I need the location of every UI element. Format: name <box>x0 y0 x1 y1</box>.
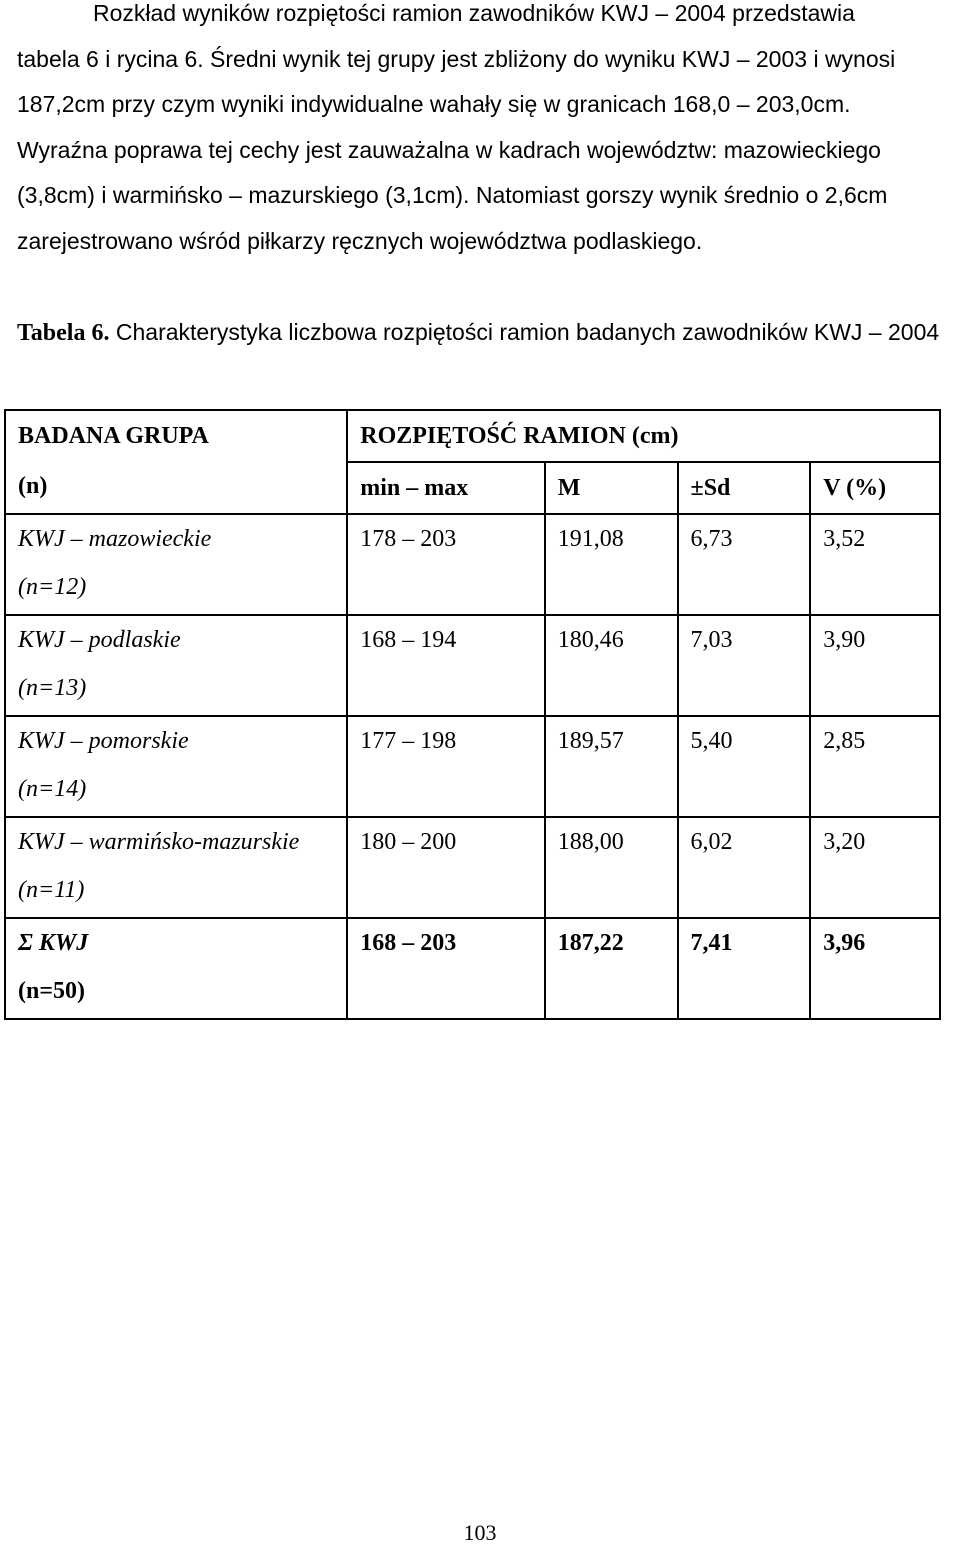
table-caption <box>17 310 957 357</box>
sd-cell: 7,03 <box>678 615 811 716</box>
group-cell <box>5 918 347 1019</box>
group-n: (n=12) <box>18 574 87 600</box>
paragraph-line: Rozkład wyników rozpiętości ramion zawodników KWJ – 2004 przedstawia <box>93 0 855 26</box>
group-name: Σ KWJ <box>18 930 89 956</box>
header-mean: M <box>545 462 678 514</box>
table-row <box>5 817 940 918</box>
table-row <box>5 514 940 615</box>
paragraph-line: (3,8cm) i warmińsko – mazurskiego (3,1cm). Natomiast gorszy wynik średnio o 2,6cm <box>17 182 888 208</box>
sd-cell: 5,40 <box>678 716 811 817</box>
table-row <box>5 615 940 716</box>
table-header-row <box>5 410 940 462</box>
header-group-label: BADANA GRUPA <box>18 423 209 449</box>
results-table <box>4 409 941 1020</box>
body-paragraph <box>17 0 957 264</box>
v-cell: 3,20 <box>810 817 940 918</box>
group-cell <box>5 716 347 817</box>
group-name: KWJ – podlaskie <box>18 627 181 653</box>
header-n-label: (n) <box>18 473 48 499</box>
header-measure-cell: ROZPIĘTOŚĆ RAMION (cm) <box>347 410 940 462</box>
header-v: V (%) <box>810 462 940 514</box>
header-group-cell <box>5 410 347 514</box>
mean-cell: 189,57 <box>545 716 678 817</box>
paragraph-line: 187,2cm przy czym wyniki indywidualne wahały się w granicach 168,0 – 203,0cm. <box>17 91 851 117</box>
v-cell: 2,85 <box>810 716 940 817</box>
page-number: 103 <box>463 1520 497 1545</box>
table-caption-label: Tabela 6. <box>17 320 110 346</box>
sd-cell: 7,41 <box>678 918 811 1019</box>
minmax-cell: 180 – 200 <box>347 817 544 918</box>
v-cell: 3,90 <box>810 615 940 716</box>
group-cell <box>5 514 347 615</box>
group-name: KWJ – pomorskie <box>18 728 189 754</box>
minmax-cell: 178 – 203 <box>347 514 544 615</box>
paragraph-line: Wyraźna poprawa tej cechy jest zauważalna w kadrach województw: mazowieckiego <box>17 136 881 163</box>
summary-row <box>5 918 940 1019</box>
header-minmax: min – max <box>347 462 544 514</box>
paragraph-line: tabela 6 i rycina 6. Średni wynik tej grupy jest zbliżony do wyniku KWJ – 2003 i wynosi <box>17 45 896 72</box>
group-n: (n=13) <box>18 675 87 701</box>
v-cell: 3,52 <box>810 514 940 615</box>
paragraph-line: zarejestrowano wśród piłkarzy ręcznych województwa podlaskiego. <box>17 227 703 254</box>
minmax-cell: 168 – 194 <box>347 615 544 716</box>
mean-cell: 191,08 <box>545 514 678 615</box>
group-cell <box>5 615 347 716</box>
v-cell: 3,96 <box>810 918 940 1019</box>
mean-cell: 188,00 <box>545 817 678 918</box>
sd-cell: 6,73 <box>678 514 811 615</box>
sd-cell: 6,02 <box>678 817 811 918</box>
group-n: (n=50) <box>18 978 86 1004</box>
group-cell <box>5 817 347 918</box>
mean-cell: 187,22 <box>545 918 678 1019</box>
table-caption-text: Charakterystyka liczbowa rozpiętości ramion badanych zawodników KWJ – 2004 <box>109 319 940 345</box>
group-n: (n=14) <box>18 776 87 802</box>
minmax-cell: 168 – 203 <box>347 918 544 1019</box>
mean-cell: 180,46 <box>545 615 678 716</box>
minmax-cell: 177 – 198 <box>347 716 544 817</box>
header-sd: ±Sd <box>678 462 811 514</box>
group-name: KWJ – mazowieckie <box>18 526 212 552</box>
table-row <box>5 716 940 817</box>
group-n: (n=11) <box>18 877 85 903</box>
group-name: KWJ – warmińsko-mazurskie <box>18 829 300 855</box>
